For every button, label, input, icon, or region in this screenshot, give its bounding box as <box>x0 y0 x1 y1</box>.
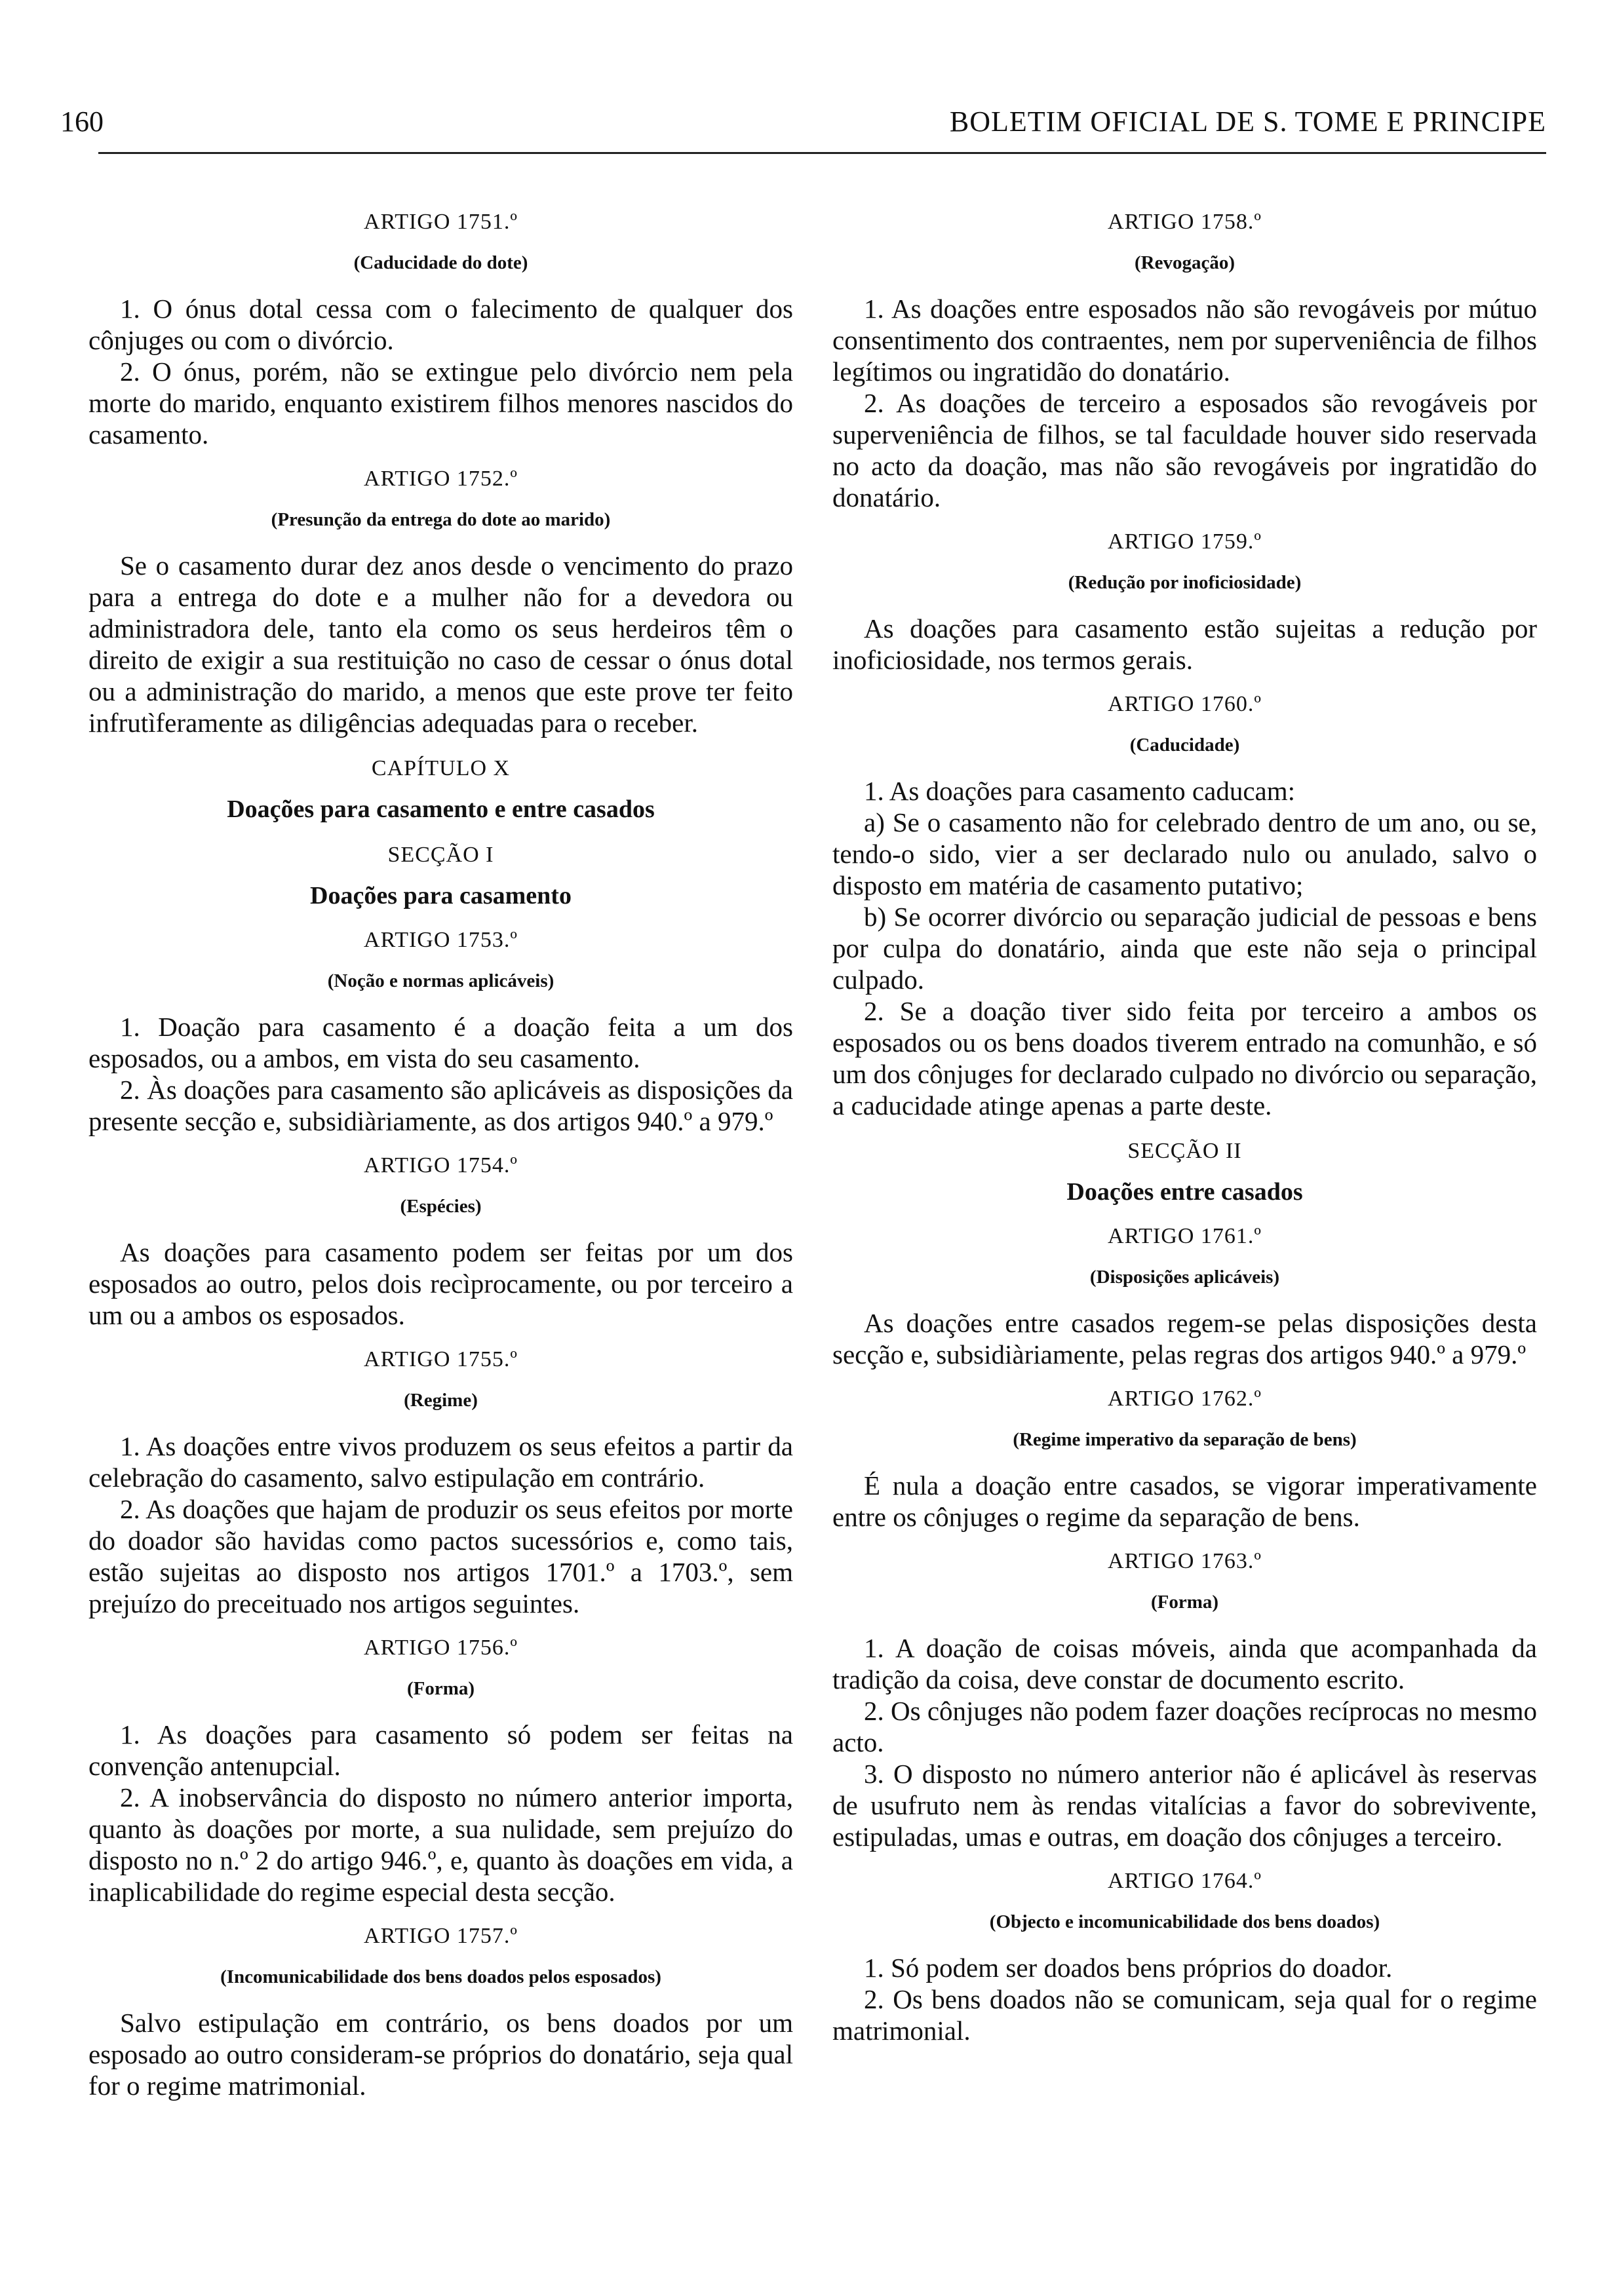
article-heading: ARTIGO 1755.º <box>364 1347 518 1371</box>
article-subtitle: (Forma) <box>1150 1592 1219 1613</box>
paragraph: 1. As doações para casamento só podem ser feitas na convenção antenupcial. <box>88 1719 793 1781</box>
article-subtitle: (Redução por inoficiosidade) <box>1068 572 1302 593</box>
header-rule <box>98 152 1546 154</box>
paragraph: 2. Às doações para casamento são aplicáveis as disposições da presente secção e, subsidiàriamente, as dos artigos 940.º a 979.º <box>88 1075 793 1136</box>
paragraph: 2. O ónus, porém, não se extingue pelo divórcio nem pela morte do marido, enquanto existirem filhos menores nascidos do casamento. <box>88 356 793 450</box>
paragraph: As doações para casamento podem ser feitas por um dos esposados ao outro, pelos dois recìprocamente, ou por terceiro a um ou a ambos os esposados. <box>88 1237 793 1330</box>
paragraph: Se o casamento durar dez anos desde o vencimento do prazo para a entrega do dote e a mulher não for a devedora ou administradora dele, tanto ela como os seus herdeiros têm o direito de exigir a sua restituição no caso de cessar o ónus dotal ou a administração do marido, a menos que este prove ter feito infrutìferamente as diligências adequadas para o receber. <box>88 550 793 738</box>
article-subtitle: (Caducidade) <box>1129 735 1240 756</box>
article-heading: ARTIGO 1758.º <box>1108 210 1262 234</box>
article-subtitle: (Noção e normas aplicáveis) <box>327 970 555 991</box>
page-number: 160 <box>60 105 104 138</box>
paragraph: 1. O ónus dotal cessa com o falecimento de qualquer dos cônjuges ou com o divórcio. <box>88 294 793 355</box>
article-subtitle: (Regime) <box>404 1390 478 1411</box>
article-heading: ARTIGO 1762.º <box>1108 1387 1262 1411</box>
article-subtitle: (Regime imperativo da separação de bens) <box>1013 1429 1357 1450</box>
left-column <box>88 193 793 2101</box>
article-subtitle: (Disposições aplicáveis) <box>1089 1267 1280 1288</box>
paragraph: 3. O disposto no número anterior não é aplicável às reservas de usufruto nem às rendas vitalícias a favor do sobrevivente, estipuladas, umas e outras, em doação dos cônjuges a terceiro. <box>832 1759 1537 1852</box>
paragraph: 2. As doações de terceiro a esposados são revogáveis por superveniência de filhos, se tal faculdade houver sido reservada no acto da doação, mas não são revogáveis por ingratidão do donatário. <box>832 388 1537 512</box>
section-heading: SECÇÃO II <box>1127 1139 1242 1163</box>
paragraph: b) Se ocorrer divórcio ou separação judicial de pessoas e bens por culpa do donatário, ainda que este não seja o principal culpado. <box>832 902 1537 995</box>
article-heading: ARTIGO 1764.º <box>1108 1869 1262 1893</box>
paragraph: 2. Os cônjuges não podem fazer doações recíprocas no mesmo acto. <box>832 1696 1537 1757</box>
article-heading: ARTIGO 1759.º <box>1108 529 1262 554</box>
section-title: Doações para casamento e entre casados <box>227 795 655 823</box>
article-subtitle: (Espécies) <box>400 1196 482 1217</box>
section-heading: CAPÍTULO X <box>371 756 511 780</box>
section-title: Doações entre casados <box>1066 1178 1303 1206</box>
article-heading: ARTIGO 1753.º <box>364 928 518 952</box>
paragraph: As doações entre casados regem-se pelas disposições desta secção e, subsidiàriamente, pelas regras dos artigos 940.º a 979.º <box>832 1308 1537 1369</box>
article-heading: ARTIGO 1763.º <box>1108 1549 1262 1573</box>
publication-title: BOLETIM OFICIAL DE S. TOME E PRINCIPE <box>949 105 1546 138</box>
article-subtitle: (Objecto e incomunicabilidade dos bens doados) <box>989 1911 1380 1932</box>
paragraph: 1. As doações entre vivos produzem os seus efeitos a partir da celebração do casamento, salvo estipulação em contrário. <box>88 1431 793 1493</box>
section-title: Doações para casamento <box>310 882 572 909</box>
article-subtitle: (Presunção da entrega do dote ao marido) <box>271 509 611 530</box>
article-heading: ARTIGO 1752.º <box>364 467 518 491</box>
paragraph: 1. As doações para casamento caducam: <box>864 776 1296 806</box>
article-heading: ARTIGO 1757.º <box>364 1924 518 1948</box>
article-subtitle: (Incomunicabilidade dos bens doados pelos esposados) <box>220 1966 661 1987</box>
paragraph: É nula a doação entre casados, se vigorar imperativamente entre os cônjuges o regime da separação de bens. <box>832 1470 1537 1532</box>
article-heading: ARTIGO 1751.º <box>364 210 518 234</box>
paragraph: 2. Os bens doados não se comunicam, seja qual for o regime matrimonial. <box>832 1984 1537 2046</box>
paragraph: Salvo estipulação em contrário, os bens doados por um esposado ao outro consideram-se próprios do donatário, seja qual for o regime matrimonial. <box>88 2008 793 2101</box>
paragraph: 1. A doação de coisas móveis, ainda que acompanhada da tradição da coisa, deve constar de documento escrito. <box>832 1633 1537 1694</box>
paragraph: 1. As doações entre esposados não são revogáveis por mútuo consentimento dos contraentes, nem por superveniência de filhos legítimos ou ingratidão do donatário. <box>832 294 1537 387</box>
paragraph: 1. Doação para casamento é a doação feita a um dos esposados, ou a ambos, em vista do seu casamento. <box>88 1012 793 1073</box>
paragraph: 2. A inobservância do disposto no número anterior importa, quanto às doações por morte, a sua nulidade, sem prejuízo do disposto no n.º 2 do artigo 946.º, e, quanto às doações em vida, a inaplicabilidade do regime especial desta secção. <box>88 1782 793 1907</box>
paragraph: As doações para casamento estão sujeitas a redução por inoficiosidade, nos termos gerais. <box>832 613 1537 675</box>
article-heading: ARTIGO 1754.º <box>364 1153 518 1177</box>
article-subtitle: (Revogação) <box>1134 252 1235 273</box>
article-heading: ARTIGO 1761.º <box>1108 1224 1262 1248</box>
article-heading: ARTIGO 1760.º <box>1108 692 1262 716</box>
paragraph: 2. Se a doação tiver sido feita por terceiro a ambos os esposados ou os bens doados tiverem entrado na comunhão, e só um dos cônjuges for declarado culpado no divórcio ou separação, a caducidade atinge apenas a parte deste. <box>832 996 1537 1120</box>
article-subtitle: (Caducidade do dote) <box>353 252 528 273</box>
article-heading: ARTIGO 1756.º <box>364 1636 518 1660</box>
paragraph: 2. As doações que hajam de produzir os seus efeitos por morte do doador são havidas como pactos sucessórios e, como tais, estão sujeitas ao disposto nos artigos 1701.º a 1703.º, sem prejuízo do preceituado nos artigos seguintes. <box>88 1494 793 1618</box>
section-heading: SECÇÃO I <box>387 843 494 867</box>
right-column <box>832 193 1537 2046</box>
paragraph: a) Se o casamento não for celebrado dentro de um ano, ou se, tendo-o sido, vier a ser declarado nulo ou anulado, salvo o disposto em matéria de casamento putativo; <box>832 807 1537 900</box>
paragraph: 1. Só podem ser doados bens próprios do doador. <box>864 1953 1393 1983</box>
article-subtitle: (Forma) <box>406 1678 475 1699</box>
